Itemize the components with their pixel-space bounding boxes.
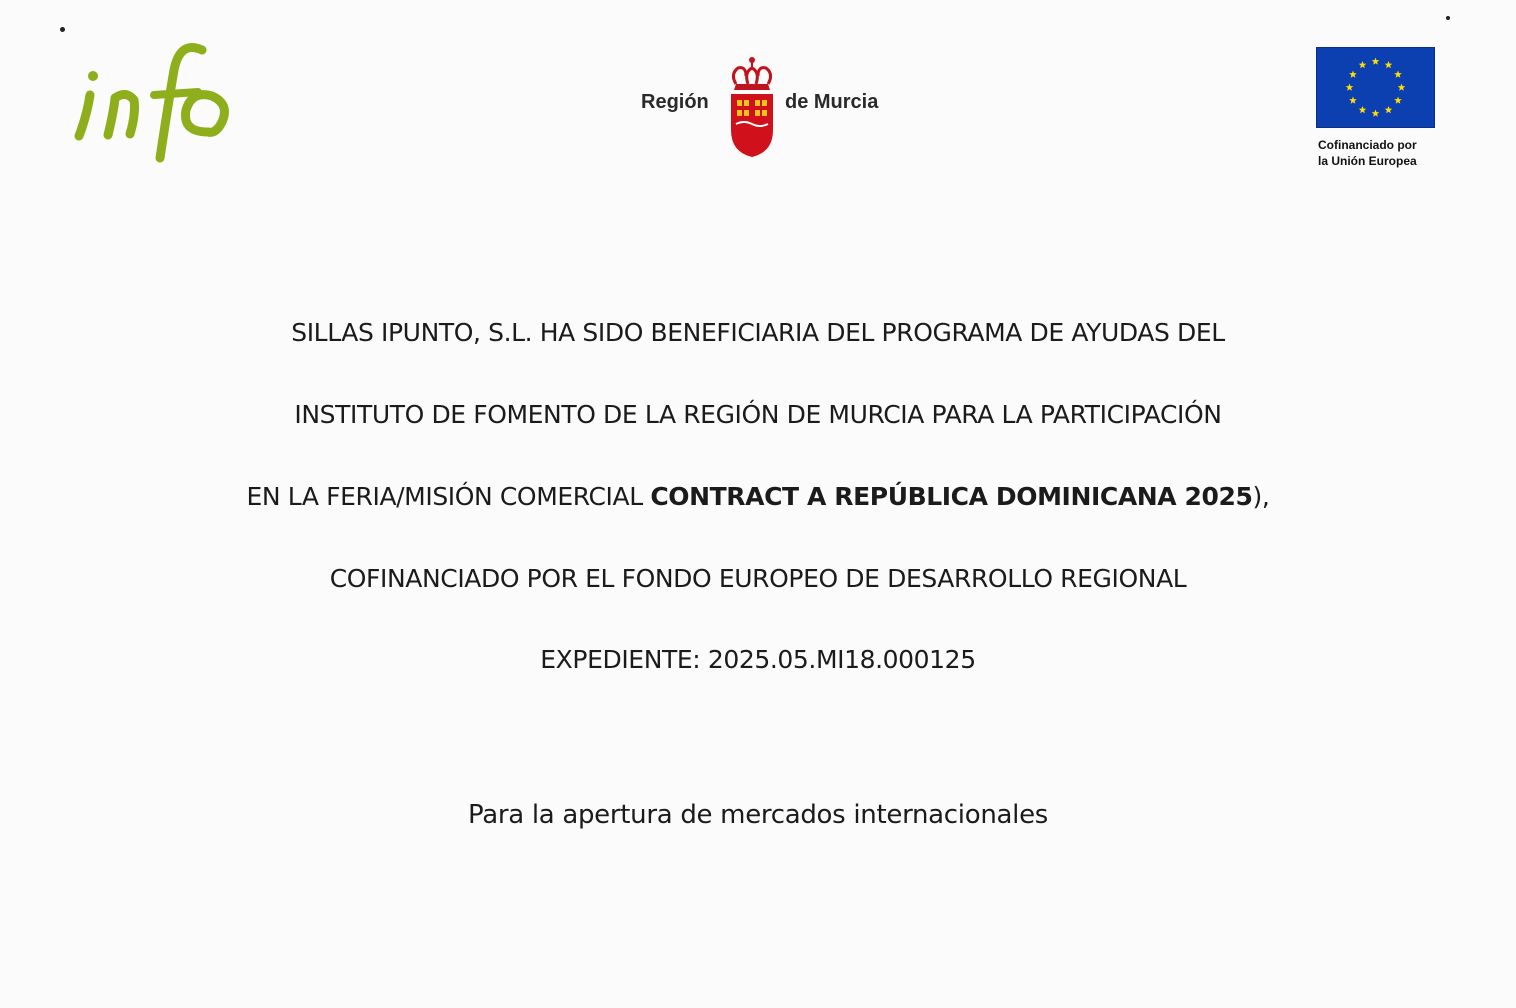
eu-caption-line-2: la Unión Europea [1318, 154, 1417, 168]
eu-star-icon [1359, 106, 1367, 113]
eu-star-icon [1359, 61, 1367, 68]
eu-caption-line-1: Cofinanciado por [1318, 138, 1417, 152]
murcia-logo-murcia-word: de Murcia [785, 91, 879, 113]
eu-star-icon [1349, 71, 1357, 78]
eu-caption [1318, 137, 1448, 169]
eu-flag-icon [1316, 47, 1435, 128]
eu-star-icon [1385, 61, 1393, 68]
scan-speck [1446, 16, 1450, 20]
eu-star-icon [1398, 84, 1406, 91]
event-name: CONTRACT A REPÚBLICA DOMINICANA 2025 [650, 482, 1253, 511]
notice-line-3-suffix: ), [1252, 482, 1270, 511]
eu-star-icon [1385, 106, 1393, 113]
eu-star-icon [1372, 58, 1380, 65]
eu-star-icon [1372, 110, 1380, 117]
eu-cofinancing-logo [1314, 47, 1438, 177]
eu-star-icon [1394, 97, 1402, 104]
notice-line-4: COFINANCIADO POR EL FONDO EUROPEO DE DESARROLLO REGIONAL [329, 564, 1187, 593]
region-murcia-logo [636, 52, 906, 160]
info-logo-mark [70, 40, 250, 170]
scan-speck [60, 27, 65, 32]
murcia-shield-icon [724, 54, 780, 158]
notice-line-3-prefix: EN LA FERIA/MISIÓN COMERCIAL [246, 482, 651, 511]
murcia-logo-region-word: Región [641, 91, 709, 113]
notice-line-1: SILLAS IPUNTO, S.L. HA SIDO BENEFICIARIA DEL PROGRAMA DE AYUDAS DEL [291, 318, 1225, 347]
notice-line-3 [0, 482, 1516, 511]
file-number: EXPEDIENTE: 2025.05.MI18.000125 [540, 645, 976, 674]
eu-star-icon [1394, 71, 1402, 78]
eu-star-icon [1346, 84, 1354, 91]
tagline: Para la apertura de mercados internacionales [467, 800, 1049, 830]
eu-star-icon [1349, 97, 1357, 104]
info-logo [70, 40, 250, 170]
notice-line-2: INSTITUTO DE FOMENTO DE LA REGIÓN DE MURCIA PARA LA PARTICIPACIÓN [294, 400, 1222, 429]
